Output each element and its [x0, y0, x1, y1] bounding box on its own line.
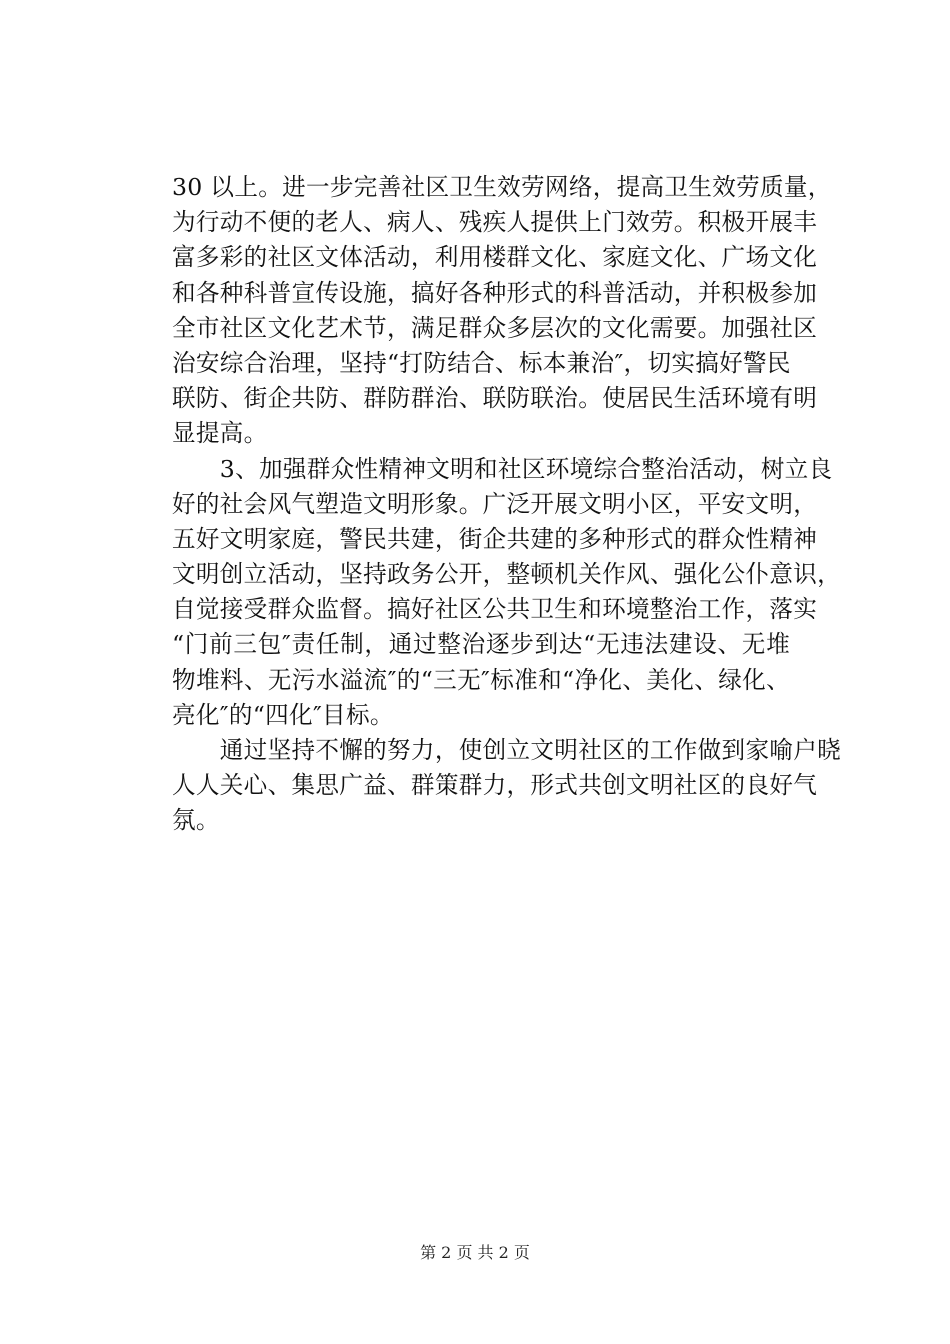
text-line: 3、加强群众性精神文明和社区环境综合整治活动，树立良 — [172, 454, 833, 483]
text-line: 和各种科普宣传设施，搞好各种形式的科普活动，并积极参加 — [172, 278, 818, 307]
text-line: 联防、街企共防、群防群治、联防联治。使居民生活环境有明 — [172, 384, 818, 413]
page-footer — [0, 1242, 950, 1264]
text-line: 全市社区文化艺术节，满足群众多层次的文化需要。加强社区 — [172, 313, 818, 342]
text-line: 为行动不便的老人、病人、残疾人提供上门效劳。积极开展丰 — [172, 208, 818, 237]
text-line: 好的社会风气塑造文明形象。广泛开展文明小区，平安文明， — [172, 489, 818, 518]
text-line: 富多彩的社区文体活动，利用楼群文化、家庭文化、广场文化 — [172, 243, 818, 272]
text-line: 物堆料、无污水溢流″的“三无″标准和“净化、美化、绿化、 — [172, 665, 790, 694]
text-line: 通过坚持不懈的努力，使创立文明社区的工作做到家喻户晓 — [172, 736, 842, 764]
text-line: 显提高。 — [172, 419, 268, 448]
text-line: 人人关心、集思广益、群策群力，形式共创文明社区的良好气 — [172, 771, 818, 800]
text-line: 氛。 — [172, 806, 220, 835]
text-line: 治安综合治理，坚持“打防结合、标本兼治″，切实搞好警民 — [172, 348, 791, 377]
text-line: 30 以上。进一步完善社区卫生效劳网络，提高卫生效劳质量， — [172, 173, 832, 201]
body-text — [172, 170, 842, 839]
text-line: “门前三包″责任制，通过整治逐步到达“无违法建设、无堆 — [172, 630, 790, 659]
text-line: 文明创立活动，坚持政务公开，整顿机关作风、强化公仆意识， — [172, 560, 842, 589]
text-line: 自觉接受群众监督。搞好社区公共卫生和环境整治工作，落实 — [172, 595, 818, 624]
page-number-label: 第 2 页 共 2 页 — [420, 1243, 530, 1262]
text-line: 亮化″的“四化″目标。 — [172, 700, 394, 729]
text-line: 五好文明家庭，警民共建，街企共建的多种形式的群众性精神 — [172, 524, 818, 553]
